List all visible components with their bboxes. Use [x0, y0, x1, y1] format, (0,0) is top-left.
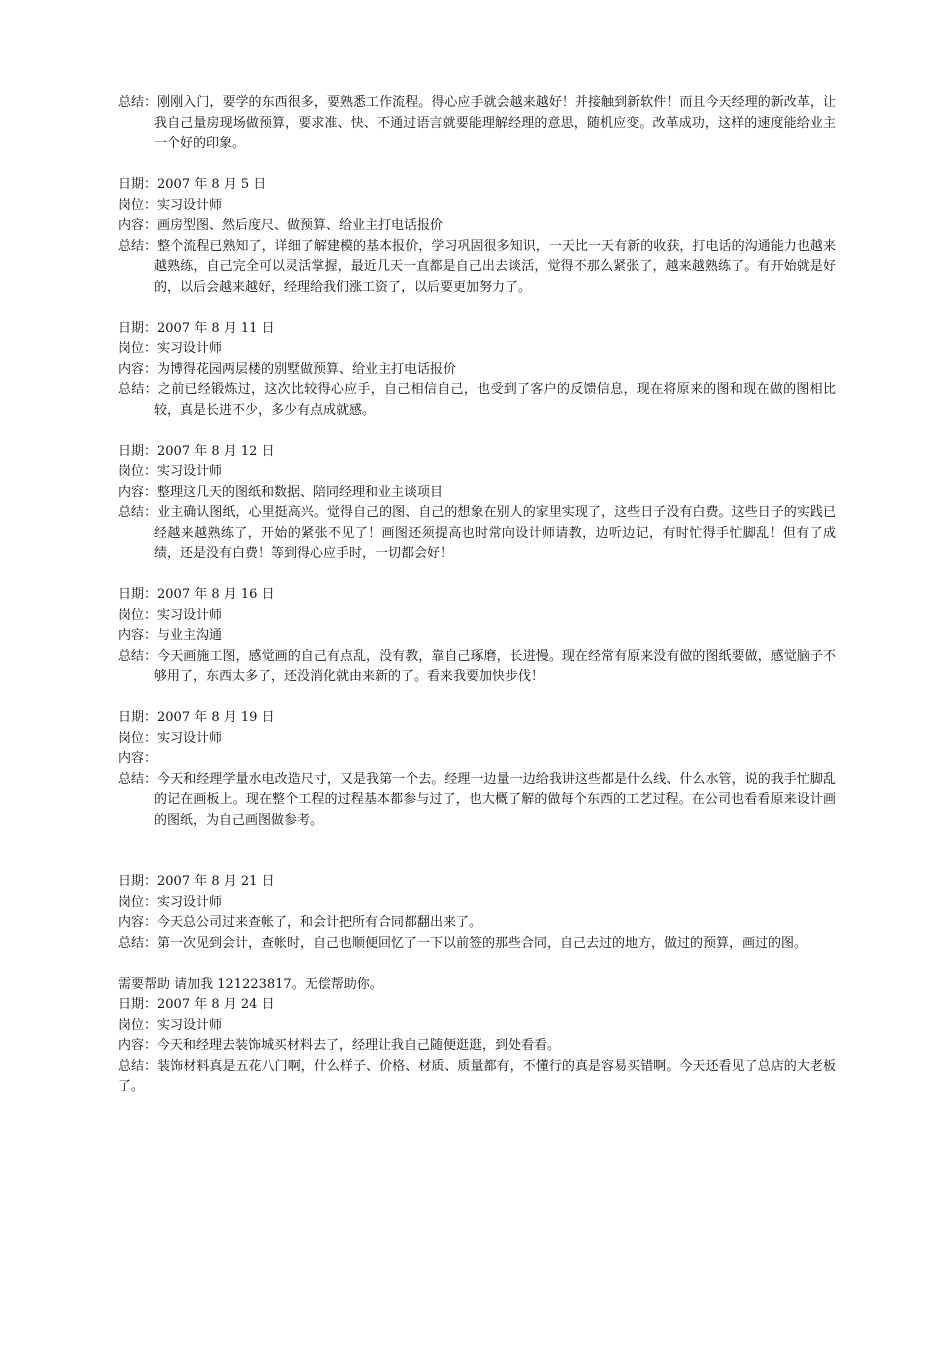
summary-text: 刚刚入门，要学的东西很多，要熟悉工作流程。得心应手就会越来越好！并接触到新软件！而且今天经理的新改革，让我自己量房现场做预算，要求准、快、不通过语言就要能理解经理的意思，随机应变。改革成功，这样的速度能给业主一个好的印象。 — [154, 95, 836, 151]
help-line: 需要帮助 请加我 121223817。无偿帮助你。 — [118, 976, 383, 992]
entry-content: 内容：与业主沟通 — [118, 628, 223, 643]
blank-line — [118, 954, 836, 975]
entry-date: 日期：2007 年 8 月 16 日 — [118, 587, 275, 602]
journal-entry — [118, 872, 836, 954]
entry-summary: 总结：整个流程已熟知了，详细了解建模的基本报价，学习巩固很多知识，一天比一天有新的收获，打电话的沟通能力也越来越熟练，自己完全可以灵活掌握，最近几天一直都是自己出去谈活，觉得不那么紧张了，越来越熟练了。有开始就是好的，以后会越来越好，经理给我们涨工资了，以后要更加努力了。 — [118, 238, 836, 295]
entry-content: 内容：今天和经理去装饰城买材料去了，经理让我自己随便逛逛，到处看看。 — [118, 1038, 561, 1053]
entry-summary: 总结：今天和经理学量水电改造尺寸，又是我第一个去。经理一边量一边给我讲这些都是什么线、什么水管，说的我手忙脚乱的记在画板上。现在整个工程的过程基本都参与过了，也大概了解的做每个东西的工艺过程。在公司也看看原来设计画的图纸，为自己画图做参考。 — [118, 771, 836, 828]
entry-summary: 总结：之前已经锻炼过，这次比较得心应手，自己相信自己，也受到了客户的反馈信息，现在将原来的图和现在做的图相比较，真是长进不少，多少有点成就感。 — [118, 382, 836, 418]
entry-date: 日期：2007 年 8 月 12 日 — [118, 443, 275, 459]
journal-entry — [118, 585, 836, 688]
entry-post: 岗位：实习设计师 — [118, 894, 223, 910]
entry-summary: 总结：今天画施工图，感觉画的自己有点乱，没有教，靠自己琢磨，长进慢。现在经常有原来没有做的图纸要做，感觉脑子不够用了，东西太多了，还没消化就由来新的了。看来我要加快步伐！ — [118, 648, 836, 684]
blank-line — [118, 831, 836, 872]
journal-entry — [118, 442, 836, 565]
journal-entry — [118, 995, 836, 1098]
entry-post: 岗位：实习设计师 — [118, 1017, 223, 1033]
entry-content: 内容：今天总公司过来查帐了，和会计把所有合同都翻出来了。 — [118, 915, 483, 930]
entry-content: 内容： — [118, 751, 158, 766]
blank-line — [118, 155, 836, 176]
entry-summary: 总结：装饰材料真是五花八门啊，什么样子、价格、材质、质量都有，不懂行的真是容易买错啊。今天还看见了总店的大老板了。 — [118, 1058, 836, 1094]
blank-line — [118, 421, 836, 442]
entry-post: 岗位：实习设计师 — [118, 464, 223, 479]
entry-summary: 总结：第一次见到会计，查帐时，自己也顺便回忆了一下以前签的那些合同，自己去过的地方，做过的预算，画过的图。 — [118, 935, 808, 951]
blank-line — [118, 688, 836, 709]
intro-summary — [118, 93, 836, 155]
entry-date: 日期：2007 年 8 月 19 日 — [118, 710, 275, 725]
blank-line — [118, 298, 836, 319]
journal-entry — [118, 708, 836, 831]
entry-date: 日期：2007 年 8 月 5 日 — [118, 177, 267, 192]
entry-content: 内容：画房型图、然后度尺、做预算、给业主打电话报价 — [118, 218, 444, 233]
document-body — [118, 93, 836, 1098]
entry-date: 日期：2007 年 8 月 21 日 — [118, 874, 275, 889]
entry-content: 内容：为博得花园两层楼的别墅做预算、给业主打电话报价 — [118, 361, 457, 377]
entry-post: 岗位：实习设计师 — [118, 197, 223, 213]
entry-post: 岗位：实习设计师 — [118, 341, 223, 356]
entry-summary: 总结：业主确认图纸，心里挺高兴。觉得自己的图、自己的想象在别人的家里实现了，这些日子没有白费。这些日子的实践已经越来越熟练了，开始的紧张不见了！画图还须提高也时常向设计师请教，边听边记，有时忙得手忙脚乱！但有了成绩，还是没有白费！等到得心应手时，一切都会好！ — [118, 505, 836, 561]
entry-date: 日期：2007 年 8 月 11 日 — [118, 320, 275, 336]
blank-line — [118, 565, 836, 586]
entry-post: 岗位：实习设计师 — [118, 607, 223, 623]
summary-label: 总结： — [118, 95, 158, 110]
entry-date: 日期：2007 年 8 月 24 日 — [118, 997, 275, 1012]
entry-post: 岗位：实习设计师 — [118, 730, 223, 746]
journal-entry — [118, 175, 836, 298]
journal-entry — [118, 319, 836, 422]
entry-content: 内容：整理这几天的图纸和数据、陪同经理和业主谈项目 — [118, 484, 444, 500]
